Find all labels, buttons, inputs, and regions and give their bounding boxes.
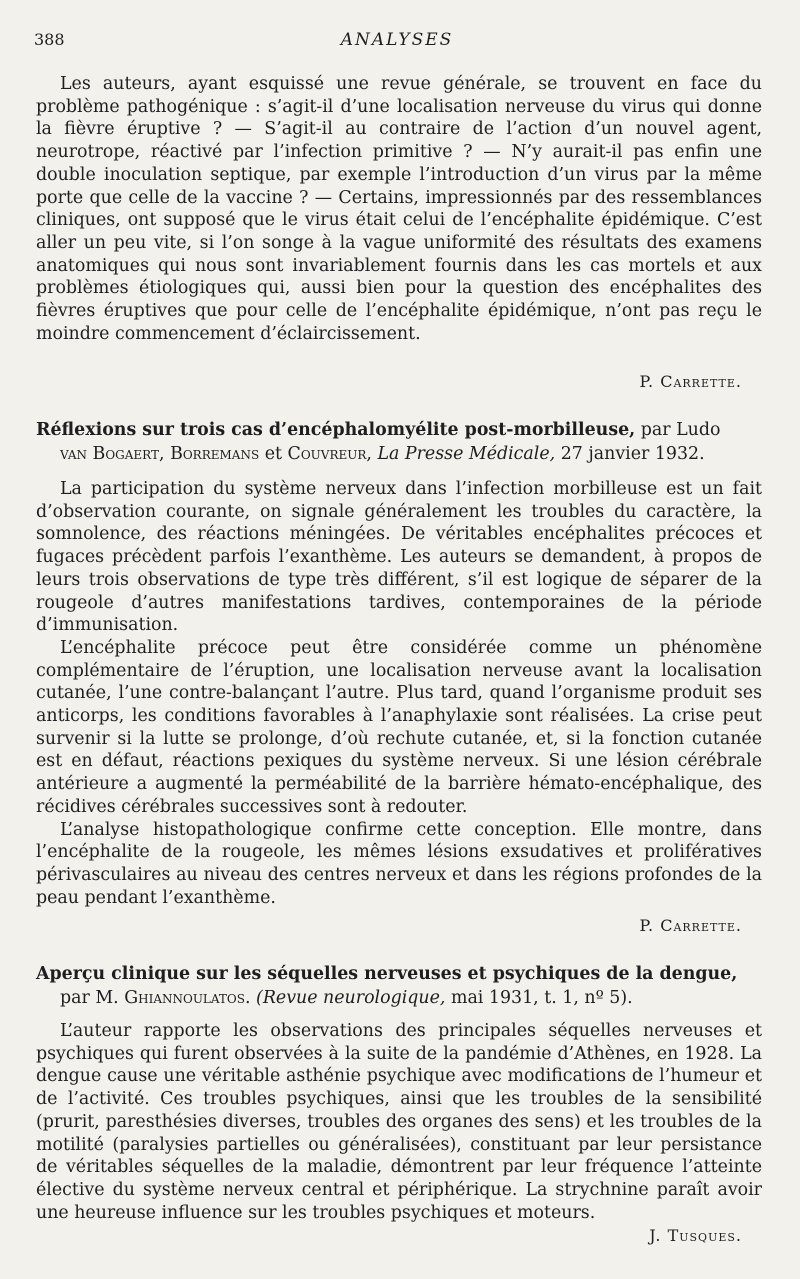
review-1-signature: P. Carrette. xyxy=(639,372,742,391)
page-number: 388 xyxy=(34,30,65,49)
article-2-date: 27 janvier 1932. xyxy=(560,444,705,464)
article-3-citation: mai 1931, t. 1, nº 5). xyxy=(450,988,633,1008)
article-2-author-2: Borremans xyxy=(170,444,260,464)
article-2-paragraph-2: L’encéphalite précoce peut être considérée comme un phénomène complémentaire de l’éruption, une localisation nerveuse avant la localisation cutanée, l’une contre-balançant l’autre. Plus tard, quand l’organisme produit ses anticorps, les conditions favorables à l’anaphylaxie sont réalisées. La crise peut survenir si la lutte se prolonge, d’où rechute cutanée, et, si la fonction cutanée est en défaut, réactions pexiques du système nerveux. Si une lésion cérébrale antérieure a augmenté la perméabilité de la barrière hémato-encéphalique, des récidives cérébrales successives sont à redouter. xyxy=(36,637,762,817)
article-3-author: Ghiannoulatos. xyxy=(124,988,251,1008)
article-3-paragraph: L’auteur rapporte les observations des principales séquelles nerveuses et psychiques qui furent observées à la suite de la pandémie d’Athènes, en 1928. La dengue cause une véritable asthénie psychique avec modifications de l’humeur et de l’activité. Ces troubles psychiques, ainsi que les troubles de la sensibilité (prurit, paresthésies diverses, troubles des organes des sens) et les troubles de la motilité (paralysies partielles ou généralisées), constituant par leur persistance de véritables séquelles de la maladie, démontrent par leur fréquence l’atteinte élective du système nerveux central et périphérique. La strychnine paraît avoir une heureuse influence sur les troubles psychiques et moteurs. xyxy=(36,1021,762,1223)
article-2-by: par Ludo xyxy=(640,420,721,440)
article-3-journal: (Revue neurologique, xyxy=(256,988,446,1008)
article-3-signature: J. Tusques. xyxy=(649,1226,742,1245)
article-2-paragraph-1: La participation du système nerveux dans l’infection morbilleuse est un fait d’observation courante, on signale généralement les troubles du caractère, la somnolence, des réactions méningées. De véritables encéphalites précoces et fugaces précèdent parfois l’exanthème. Les auteurs se demandent, à propos de leurs trois observations de type très différent, s’il est logique de séparer de la rougeole d’autres manifestations tardives, contemporaines de la période d’immunisation. xyxy=(36,479,762,636)
article-2-byline xyxy=(36,442,766,466)
article-3-byline xyxy=(36,986,766,1010)
review-1-paragraph: Les auteurs, ayant esquissé une revue générale, se trouvent en face du problème pathogénique : s’agit-il d’une localisation nerveuse du virus qui donne la fièvre éruptive ? — S’agit-il au contraire de l’action d’un nouvel agent, neurotrope, réactivé par l’infection primitive ? — N’y aurait-il pas enfin une double inoculation septique, par exemple l’introduction d’un virus par la même porte que celle de la vaccine ? — Certains, impressionnés par des ressemblances cliniques, ont supposé que le virus était celui de l’encéphalite épidémique. C’est aller un peu vite, si l’on songe à la vague uniformité des résultats des examens anatomiques qui nous sont invariablement fournis dans les cas mortels et aux problèmes étiologiques qui, aussi bien pour la question des encéphalites des fièvres éruptives que pour celle de l’encéphalite épidémique, n’ont pas reçu le moindre commencement d’éclaircissement. xyxy=(36,74,762,344)
article-2-signature: P. Carrette. xyxy=(639,916,742,935)
article-2-author-1: van Bogaert, xyxy=(60,444,165,464)
article-2-body xyxy=(36,478,762,909)
article-2-journal: La Presse Médicale, xyxy=(377,444,556,464)
review-1-body xyxy=(36,73,762,345)
article-2-author-3: Couvreur, xyxy=(287,444,372,464)
article-3-heading xyxy=(36,962,766,1010)
article-2-heading xyxy=(36,418,766,466)
article-3-body xyxy=(36,1020,762,1224)
article-2-title: Réflexions sur trois cas d’encéphalomyélite post-morbilleuse, xyxy=(36,420,636,440)
article-2-paragraph-3: L’analyse histopathologique confirme cette conception. Elle montre, dans l’encéphalite de la rougeole, les mêmes lésions exsudatives et prolifératives périvasculaires au niveau des centres nerveux et dans les régions profondes de la peau pendant l’exanthème. xyxy=(36,819,762,908)
running-head xyxy=(34,30,760,54)
article-3-title: Aperçu clinique sur les séquelles nerveuses et psychiques de la dengue, xyxy=(36,964,738,984)
article-2-and: et xyxy=(264,444,282,464)
running-title: ANALYSES xyxy=(340,30,454,50)
article-3-by: par M. xyxy=(60,988,119,1008)
